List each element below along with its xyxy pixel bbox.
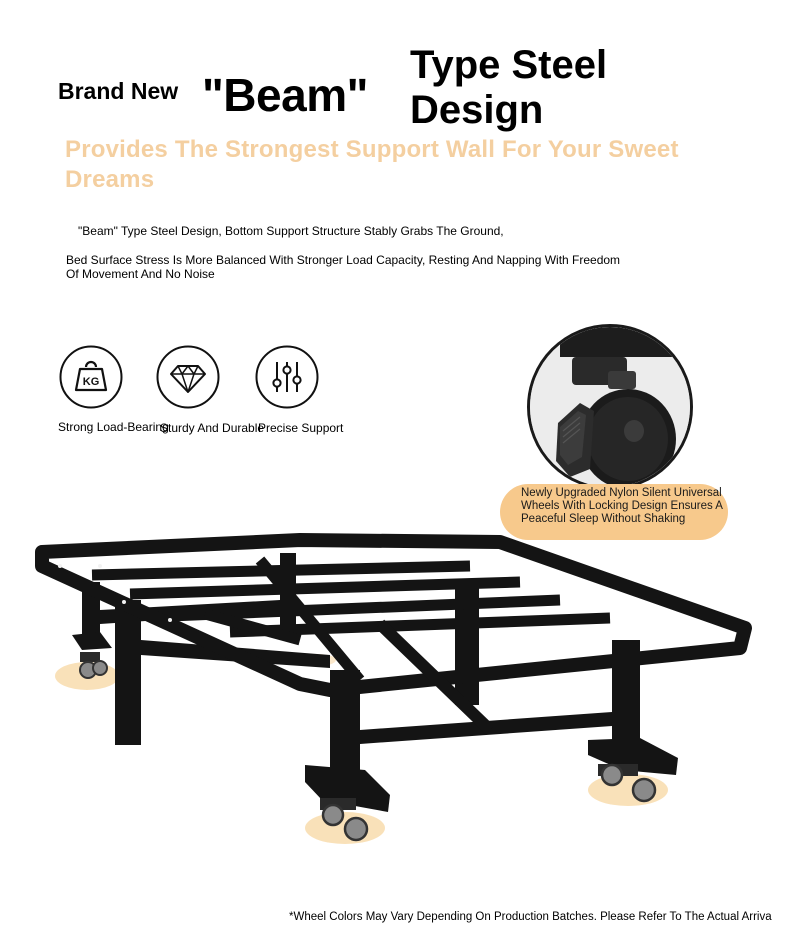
kg-weight-icon: [59, 345, 123, 409]
wheel-closeup-image: [527, 324, 693, 490]
feature-label-durable: Sturdy And Durable: [160, 421, 265, 435]
subtitle: Provides The Strongest Support Wall For Your Sweet Dreams: [65, 136, 679, 193]
wheel-callout: Newly Upgraded Nylon Silent Universal Wheels With Locking Design Ensures A Peaceful Sleep Without Shaking: [500, 484, 728, 540]
sliders-icon: [255, 345, 319, 409]
feature-label-load-bearing: Strong Load-Bearing: [58, 420, 169, 434]
kg-label: KG: [82, 376, 100, 388]
description-line-2: Bed Surface Stress Is More Balanced With Stronger Load Capacity, Resting And Napping With Freedom Of Movement And No Noise: [66, 253, 621, 281]
headline-beam: "Beam": [202, 69, 368, 121]
footnote: *Wheel Colors May Vary Depending On Production Batches. Please Refer To The Actual Arriva: [289, 911, 772, 923]
headline-brand-new: Brand New: [58, 78, 179, 104]
feature-label-precise-support: Precise Support: [258, 421, 344, 435]
diamond-icon: [156, 345, 220, 409]
description-line-1: "Beam" Type Steel Design, Bottom Support Structure Stably Grabs The Ground,: [78, 224, 504, 238]
headline-type-steel-design: Type Steel Design: [410, 43, 608, 132]
bed-frame-image: [0, 520, 790, 870]
